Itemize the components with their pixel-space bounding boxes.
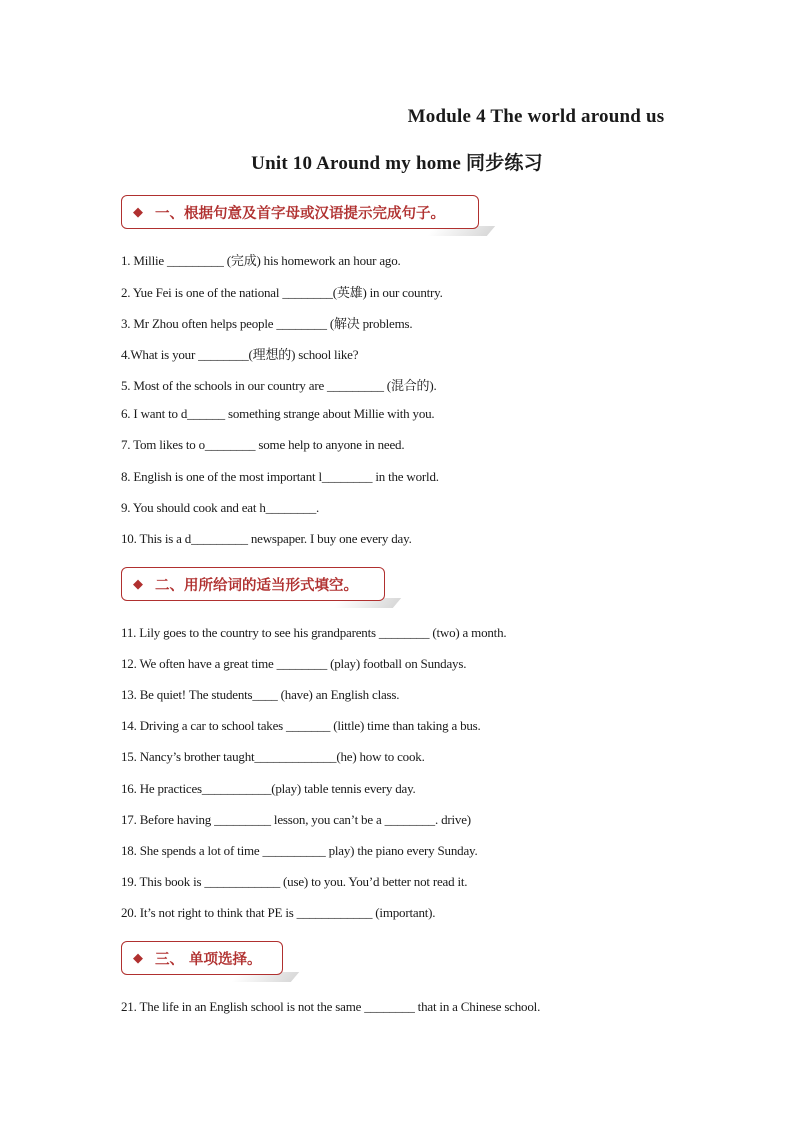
question-15: 15. Nancy’s brother taught_____________(he) how to cook. — [121, 749, 425, 764]
question-6: 6. I want to d______ something strange about Millie with you. — [121, 406, 435, 421]
section-1-header — [121, 195, 479, 229]
question-2: 2. Yue Fei is one of the national ________(英雄) in our country. — [121, 285, 443, 300]
diamond-icon: ◆ — [133, 204, 143, 220]
question-9: 9. You should cook and eat h________. — [121, 500, 320, 515]
unit-title: Unit 10 Around my home 同步练习 — [251, 153, 543, 174]
question-16: 16. He practices___________(play) table tennis every day. — [121, 781, 416, 796]
question-5: 5. Most of the schools in our country are _________ (混合的). — [121, 378, 437, 393]
question-11: 11. Lily goes to the country to see his grandparents ________ (two) a month. — [121, 625, 507, 640]
question-21: 21. The life in an English school is not the same ________ that in a Chinese school. — [121, 999, 541, 1014]
section-3-label: 三、 单项选择。 — [155, 951, 262, 968]
question-4: 4.What is your ________(理想的) school like? — [121, 347, 359, 362]
section-2-header — [121, 567, 385, 601]
question-7: 7. Tom likes to o________ some help to anyone in need. — [121, 437, 405, 452]
question-17: 17. Before having _________ lesson, you can’t be a ________. drive) — [121, 812, 471, 827]
question-19: 19. This book is ____________ (use) to you. You’d better not read it. — [121, 874, 468, 889]
question-20: 20. It’s not right to think that PE is ____________ (important). — [121, 905, 436, 920]
diamond-icon: ◆ — [133, 576, 143, 592]
question-1: 1. Millie _________ (完成) his homework an hour ago. — [121, 253, 401, 268]
question-10: 10. This is a d_________ newspaper. I buy one every day. — [121, 531, 412, 546]
module-title: Module 4 The world around us — [407, 106, 665, 127]
question-13: 13. Be quiet! The students____ (have) an English class. — [121, 687, 400, 702]
question-18: 18. She spends a lot of time __________ play) the piano every Sunday. — [121, 843, 478, 858]
question-14: 14. Driving a car to school takes _______ (little) time than taking a bus. — [121, 718, 481, 733]
question-12: 12. We often have a great time ________ (play) football on Sundays. — [121, 656, 467, 671]
question-8: 8. English is one of the most important l________ in the world. — [121, 469, 439, 484]
section-2-label: 二、用所给词的适当形式填空。 — [155, 577, 358, 594]
diamond-icon: ◆ — [133, 950, 143, 966]
section-1-label: 一、根据句意及首字母或汉语提示完成句子。 — [155, 205, 445, 222]
section-3-header — [121, 941, 283, 975]
question-3: 3. Mr Zhou often helps people ________ (解决 problems. — [121, 316, 413, 331]
